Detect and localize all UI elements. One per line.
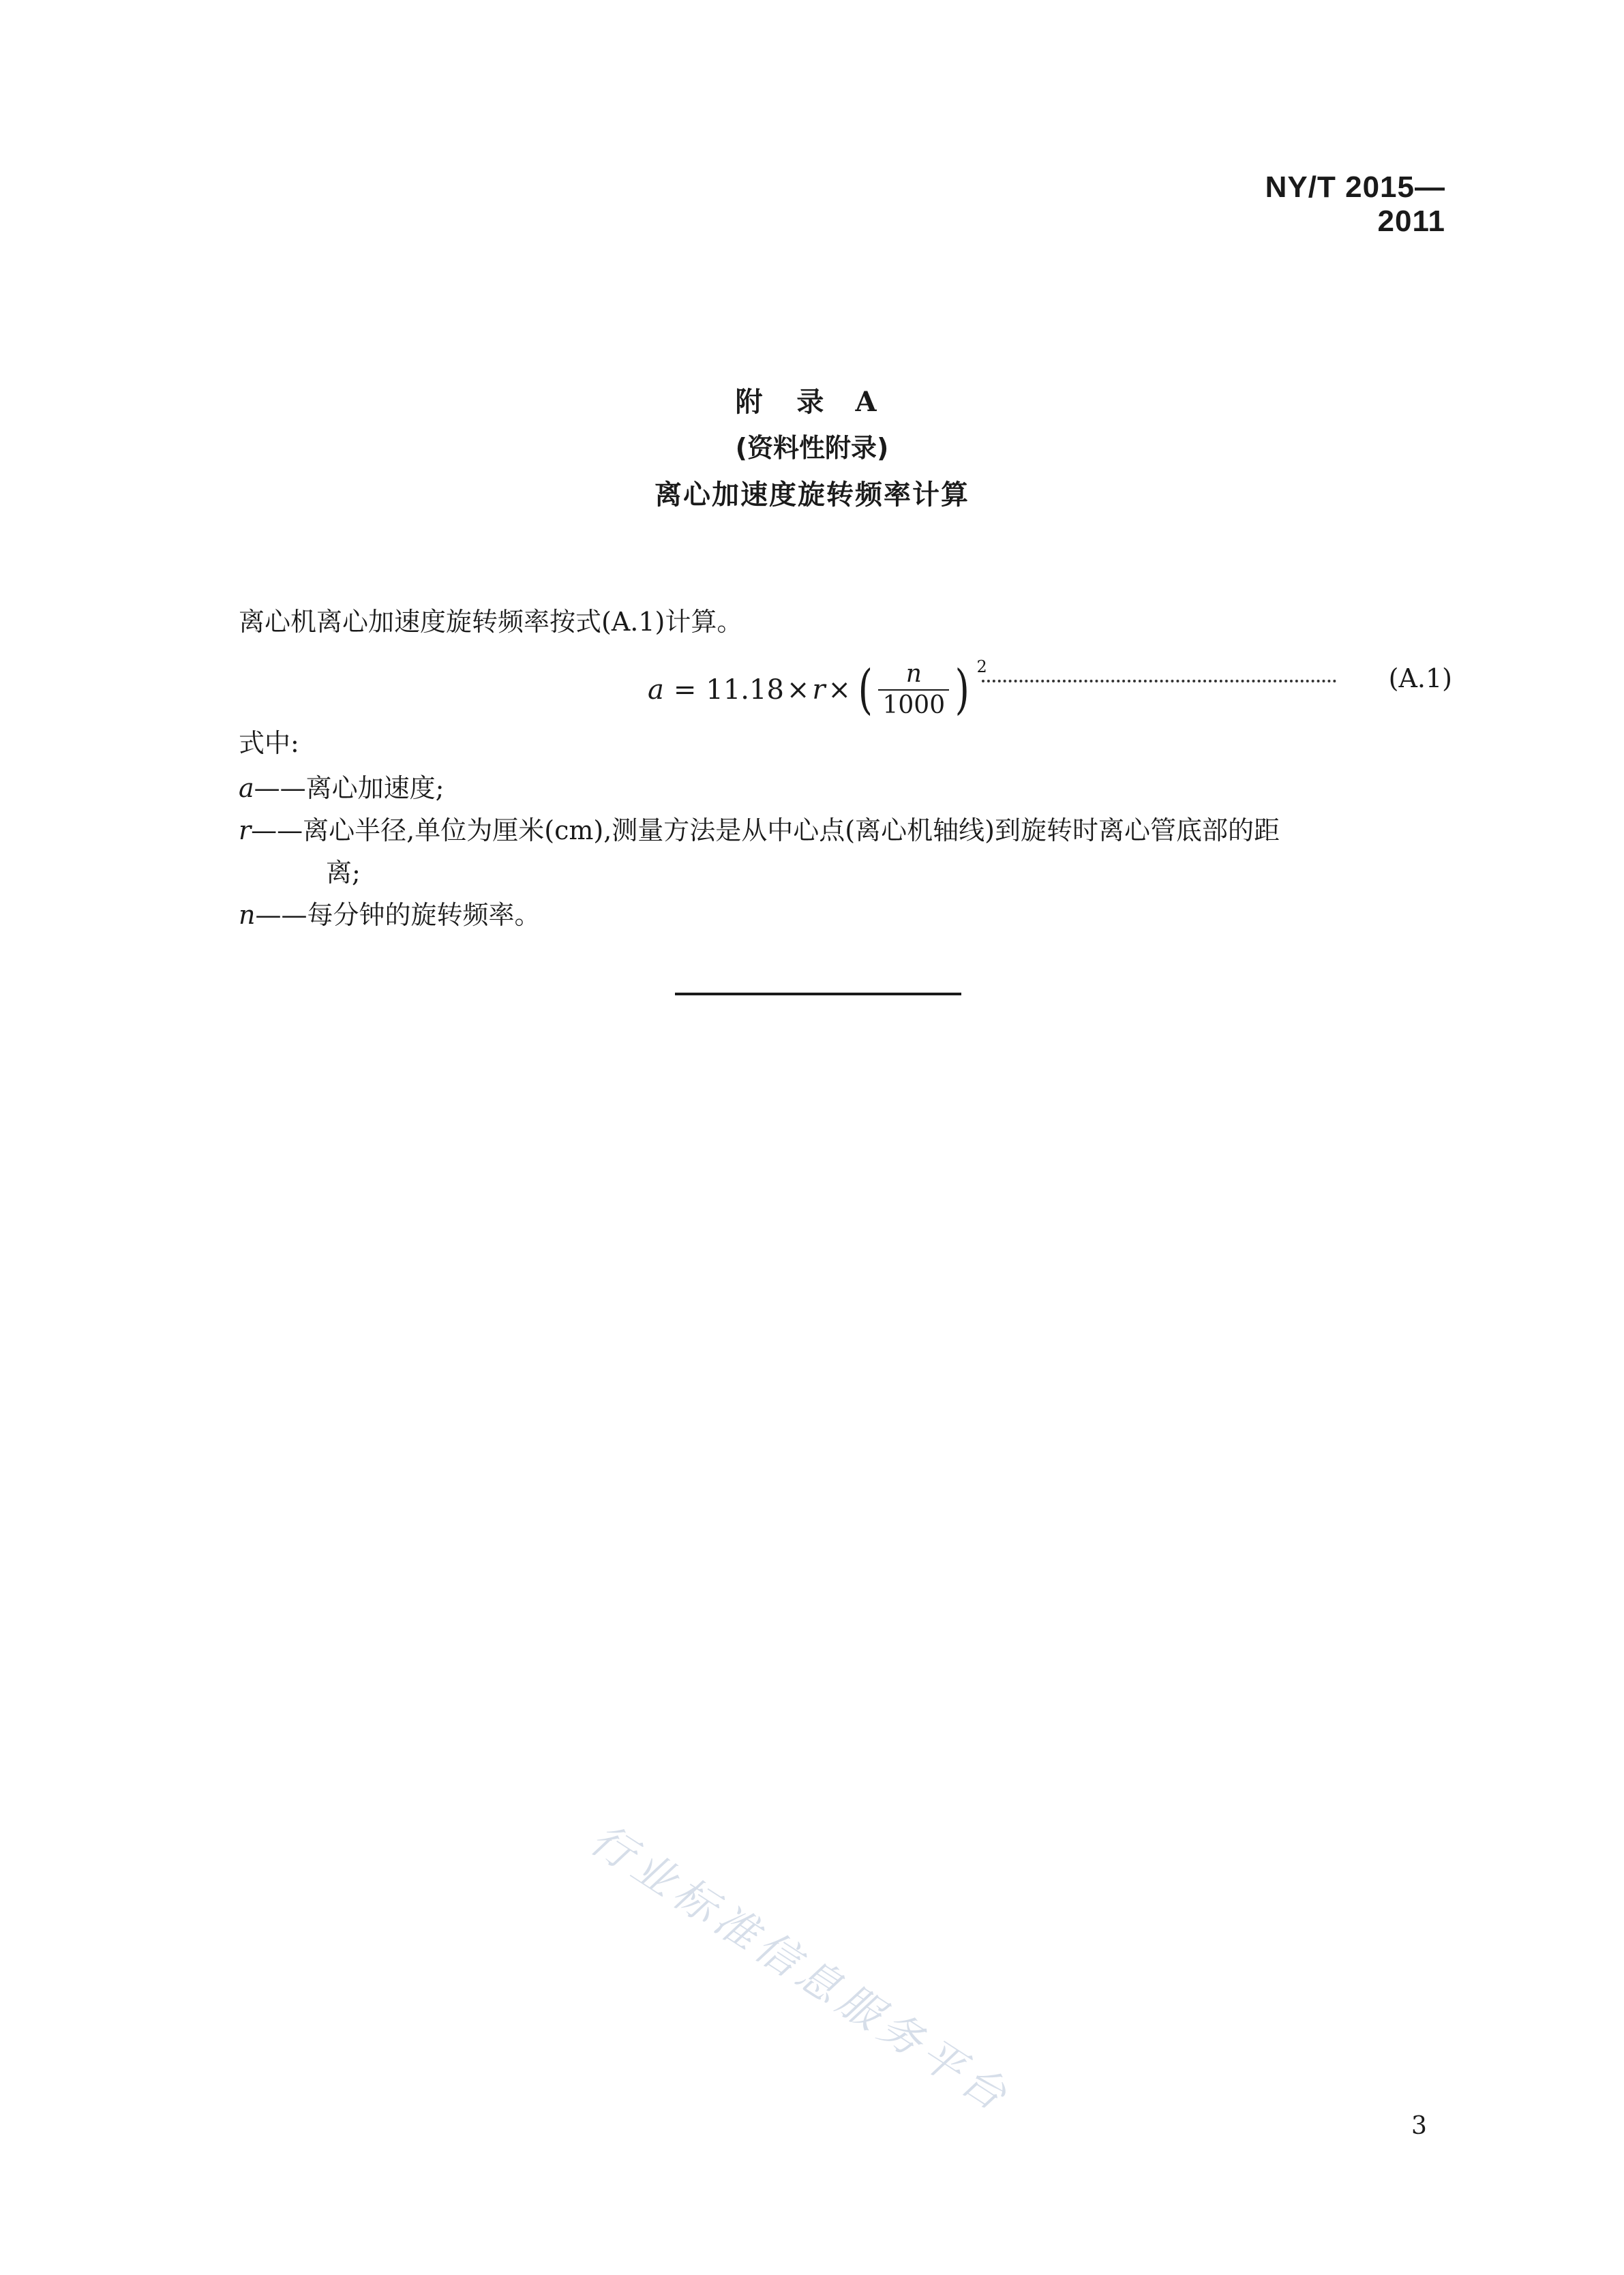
standard-code: NY/T 2015—2011: [1265, 170, 1445, 238]
watermark: 行业标准信息服务平台: [582, 1813, 1021, 2124]
definition-n-text: ——每分钟的旋转频率。: [255, 900, 541, 930]
formula-times-1: ×: [786, 674, 810, 706]
definition-r-text: ——离心半径,单位为厘米(cm),测量方法是从中心点(离心机轴线)到旋转时离心管底部的距: [251, 815, 1280, 845]
definition-a-text: ——离心加速度;: [254, 773, 445, 803]
definition-r-continued: 离;: [326, 858, 361, 888]
formula-exponent: 2: [976, 657, 987, 676]
definition-r: [239, 815, 1280, 847]
formula-denominator: 1000: [882, 691, 946, 719]
formula-right-paren: ): [954, 659, 969, 721]
formula-r: r: [812, 674, 826, 706]
appendix-label: [0, 380, 1624, 419]
formula: [648, 657, 987, 721]
formula-left-paren: (: [858, 659, 873, 721]
definition-n: [239, 900, 541, 931]
appendix-label-word: 附 录: [735, 386, 837, 418]
formula-fraction: [878, 662, 949, 718]
appendix-label-letter: A: [855, 386, 889, 418]
formula-equals: =: [673, 674, 697, 706]
formula-coefficient: 11.18: [706, 674, 784, 706]
formula-numerator: n: [905, 660, 922, 688]
end-rule: [675, 993, 961, 995]
formula-lhs: a: [648, 674, 664, 706]
where-label: 式中:: [239, 728, 299, 758]
formula-number: (A.1): [1388, 663, 1452, 693]
definition-a: [239, 773, 444, 804]
formula-times-2: ×: [828, 674, 852, 706]
appendix-kind: (资料性附录): [735, 433, 889, 463]
appendix-title: 离心加速度旋转频率计算: [655, 479, 969, 511]
definition-r-symbol: r: [239, 815, 252, 845]
definition-a-symbol: a: [239, 773, 254, 803]
formula-row: [648, 651, 1452, 726]
dot-leader: [982, 680, 1336, 682]
intro-paragraph: 离心机离心加速度旋转频率按式(A.1)计算。: [239, 607, 743, 637]
page-number: 3: [1411, 2112, 1427, 2140]
definition-n-symbol: n: [239, 900, 256, 930]
